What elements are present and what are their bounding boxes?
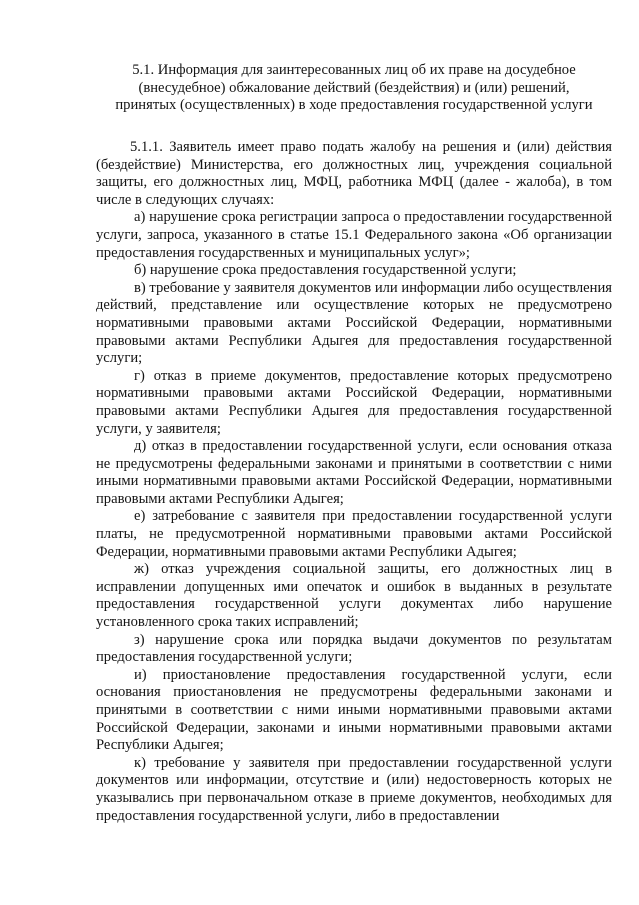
intro-paragraph: 5.1.1. Заявитель имеет право подать жалобу на решения и (или) действия (бездействие) Министерства, его должностных лиц, учреждения социальной защиты, его должностных лиц, МФЦ, работника МФЦ (далее - жалоба), в том числе в следующих случаях: (96, 139, 612, 208)
heading-line: принятых (осуществленных) в ходе предоставления государственной услуги (115, 97, 593, 114)
list-item-z: з) нарушение срока или порядка выдачи документов по результатам предоставления государственной услуги; (96, 631, 612, 666)
list-item-k: к) требование у заявителя при предоставлении государственной услуги документов или информации, отсутствие и (или) недостоверность которых не указывались при первоначальном отказе в приеме документов, необходимых для предоставления государственной услуги, либо в предоставлении (96, 754, 612, 824)
list-item-b: б) нарушение срока предоставления государственной услуги; (134, 262, 517, 279)
list-item-e: е) затребование с заявителя при предоставлении государственной услуги платы, не предусмотренной нормативными правовыми актами Российской Федерации, нормативными правовыми актами Республики Адыгея; (96, 508, 612, 560)
section-body (96, 139, 612, 825)
list-item-g: г) отказ в приеме документов, предоставление которых предусмотрено нормативными правовыми актами Российской Федерации, нормативными правовыми актами Республики Адыгея для предоставления государственной услуги, у заявителя; (96, 367, 612, 437)
list-item-v: в) требование у заявителя документов или информации либо осуществления действий, представление или осуществление которых не предусмотрено нормативными правовыми актами Российской Федерации, нормативными правовыми актами Республики Адыгея для предоставления государственной услуги; (96, 279, 612, 367)
list-item-d: д) отказ в предоставлении государственной услуги, если основания отказа не предусмотрены федеральными законами и принятыми в соответствии с ними иными нормативными правовыми актами Российской Федерации, нормативными правовыми актами Республики Адыгея; (96, 438, 612, 507)
list-item-i: и) приостановление предоставления государственной услуги, если основания приостановления не предусмотрены федеральными законами и принятыми в соответствии с ними иными нормативными правовыми актами Российской Федерации, законами и иными нормативными правовыми актами Республики Адыгея; (96, 666, 612, 754)
list-item-a: а) нарушение срока регистрации запроса о предоставлении государственной услуги, запроса, указанного в статье 15.1 Федерального закона «Об организации предоставления государственных и муниципальных услуг»; (96, 209, 612, 261)
heading-line: 5.1. Информация для заинтересованных лиц об их праве на досудебное (132, 62, 576, 78)
section-heading (96, 62, 612, 115)
heading-line: (внесудебное) обжалование действий (бездействия) и (или) решений, (138, 79, 570, 96)
list-item-zh: ж) отказ учреждения социальной защиты, его должностных лиц в исправлении допущенных ими опечаток и ошибок в выданных в результате предоставления государственной услуги документах либо нарушение установленного срока таких исправлений; (96, 561, 612, 631)
